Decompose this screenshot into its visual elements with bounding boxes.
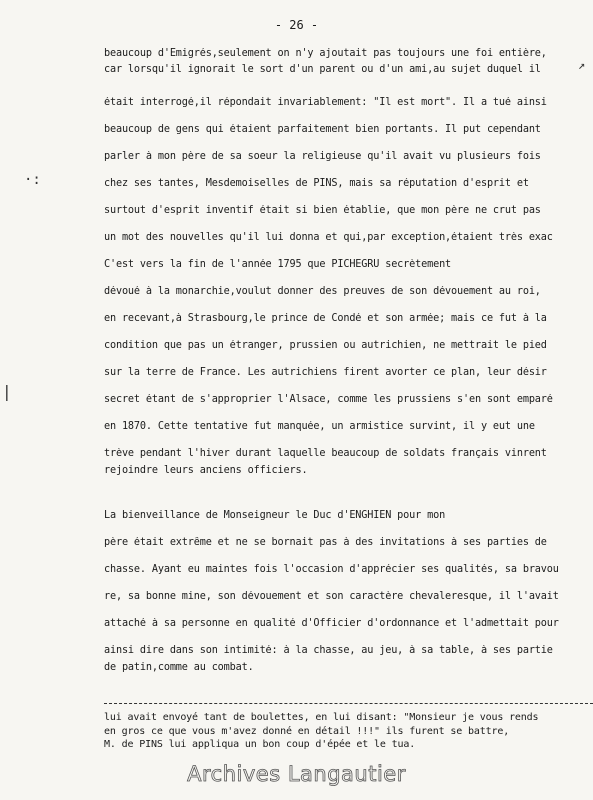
footnote-divider bbox=[104, 703, 593, 704]
text-line: chez ses tantes, Mesdemoiselles de PINS, mais sa réputation d'esprit et bbox=[104, 178, 529, 189]
text-line: chasse. Ayant eu maintes fois l'occasion d'apprécier ses qualités, sa bravou bbox=[104, 564, 559, 575]
text-line: rejoindre leurs anciens officiers. bbox=[104, 465, 308, 476]
text-line: C'est vers la fin de l'année 1795 que PICHEGRU secrètement bbox=[104, 259, 452, 270]
text-line: en recevant,à Strasbourg,le prince de Condé et son armée; mais ce fut à la bbox=[104, 313, 547, 324]
text-line: La bienveillance de Monseigneur le Duc d'ENGHIEN pour mon bbox=[104, 510, 446, 521]
text-line: un mot des nouvelles qu'il lui donna et qui,par exception,étaient très exac bbox=[104, 232, 553, 243]
footnote-line: lui avait envoyé tant de boulettes, en lui disant: "Monsieur je vous rends bbox=[104, 712, 539, 723]
text-line: condition que pas un étranger, prussien ou autrichien, ne mettrait le pied bbox=[104, 340, 547, 351]
text-line: en 1870. Cette tentative fut manquée, un armistice survint, il y eut une bbox=[104, 421, 535, 432]
archive-watermark: Archives Langautier bbox=[187, 762, 406, 786]
text-line: père était extrême et ne se bornait pas à des invitations à ses parties de bbox=[104, 537, 547, 548]
text-line: beaucoup d'Emigrés,seulement on n'y ajoutait pas toujours une foi entière, bbox=[104, 48, 547, 59]
margin-speck: ·: bbox=[24, 172, 41, 188]
footnote-line: M. de PINS lui appliqua un bon coup d'épée et le tua. bbox=[104, 739, 416, 750]
text-line: surtout d'esprit inventif était si bien établie, que mon père ne crut pas bbox=[104, 205, 541, 216]
text-line: attaché à sa personne en qualité d'Officier d'ordonnance et l'admettait pour bbox=[104, 618, 559, 629]
text-line: dévoué à la monarchie,voulut donner des preuves de son dévouement au roi, bbox=[104, 286, 541, 297]
footnote-line: en gros ce que vous m'avez donné en détail !!!" ils furent se battre, bbox=[104, 726, 510, 737]
page-number: - 26 - bbox=[274, 18, 319, 32]
text-line: sur la terre de France. Les autrichiens firent avorter ce plan, leur désir bbox=[104, 367, 547, 378]
margin-speck: ↗ bbox=[578, 58, 586, 72]
text-line: était interrogé,il répondait invariablement: "Il est mort". Il a tué ainsi bbox=[104, 97, 547, 108]
text-line: re, sa bonne mine, son dévouement et son caractère chevaleresque, il l'avait bbox=[104, 591, 559, 602]
text-line: secret étant de s'approprier l'Alsace, comme les prussiens s'en sont emparé bbox=[104, 394, 553, 405]
text-line: ainsi dire dans son intimité: à la chasse, au jeu, à sa table, à ses partie bbox=[104, 645, 553, 656]
margin-speck: | bbox=[2, 382, 12, 401]
text-line: car lorsqu'il ignorait le sort d'un parent ou d'un ami,au sujet duquel il bbox=[104, 64, 541, 75]
text-line: de patin,comme au combat. bbox=[104, 662, 254, 673]
text-line: beaucoup de gens qui étaient parfaitement bien portants. Il put cependant bbox=[104, 124, 541, 135]
text-line: parler à mon père de sa soeur la religieuse qu'il avait vu plusieurs fois bbox=[104, 151, 541, 162]
text-line: trève pendant l'hiver durant laquelle beaucoup de soldats français vinrent bbox=[104, 448, 547, 459]
